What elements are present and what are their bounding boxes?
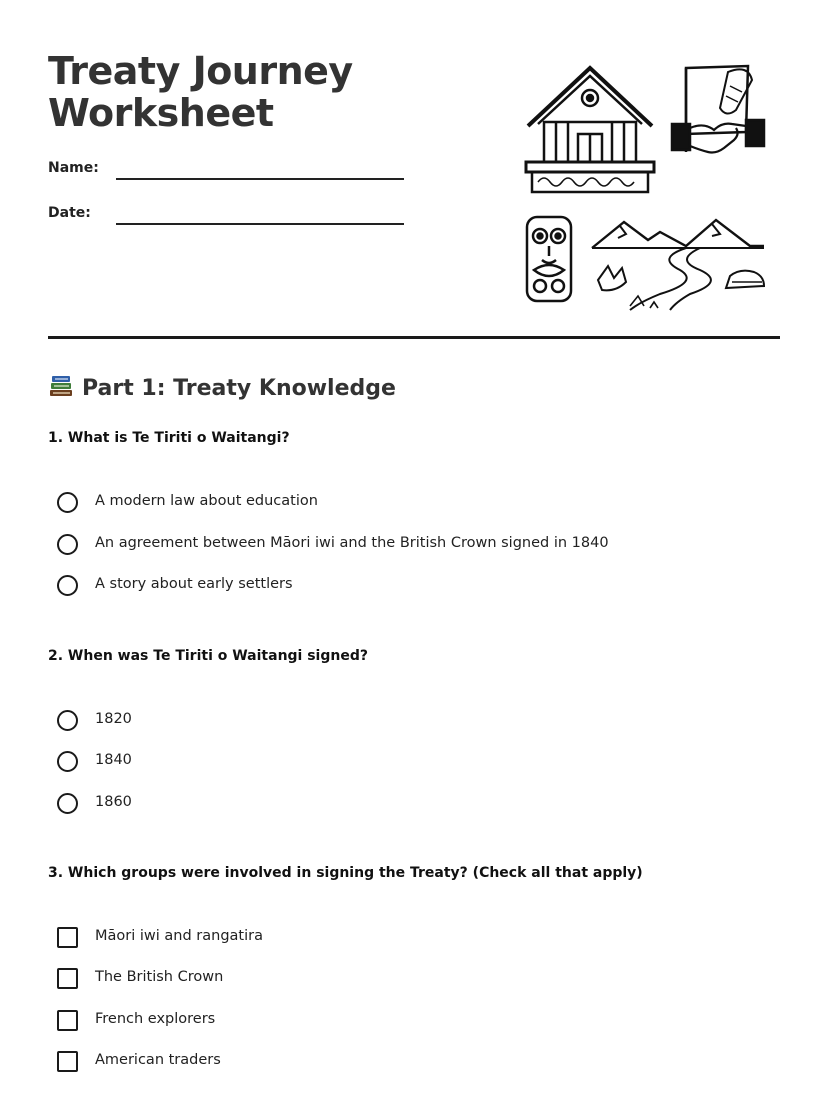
landscape-icon [590, 216, 766, 312]
q3-option-1-checkbox[interactable] [57, 927, 78, 948]
date-label: Date: [48, 205, 91, 221]
q2-option-3-radio[interactable] [57, 793, 78, 814]
q2-option-1-radio[interactable] [57, 710, 78, 731]
question-2: 2. When was Te Tiriti o Waitangi signed? [48, 648, 368, 664]
q3-option-2-label: The British Crown [95, 969, 224, 985]
q2-option-2-label: 1840 [95, 752, 132, 768]
handshake-flag-icon [670, 62, 766, 160]
q1-option-3-radio[interactable] [57, 575, 78, 596]
page-title: Treaty Journey Worksheet [48, 49, 353, 135]
q2-option-1-label: 1820 [95, 711, 132, 727]
q3-option-3-checkbox[interactable] [57, 1010, 78, 1031]
q1-option-1-label: A modern law about education [95, 493, 318, 509]
carved-pou-icon [524, 214, 574, 304]
q1-option-3-label: A story about early settlers [95, 576, 293, 592]
q3-option-2-checkbox[interactable] [57, 968, 78, 989]
q3-option-4-label: American traders [95, 1052, 221, 1068]
wharenui-icon [524, 64, 656, 194]
q1-option-1-radio[interactable] [57, 492, 78, 513]
q3-option-4-checkbox[interactable] [57, 1051, 78, 1072]
q3-option-3-label: French explorers [95, 1011, 216, 1027]
question-1: 1. What is Te Tiriti o Waitangi? [48, 430, 290, 446]
q2-option-3-label: 1860 [95, 794, 132, 810]
name-label: Name: [48, 160, 99, 176]
question-3: 3. Which groups were involved in signing the Treaty? (Check all that apply) [48, 865, 643, 881]
books-icon [48, 374, 74, 398]
date-input[interactable] [116, 223, 404, 225]
q3-option-1-label: Māori iwi and rangatira [95, 928, 263, 944]
q1-option-2-label: An agreement between Māori iwi and the British Crown signed in 1840 [95, 535, 609, 551]
q2-option-2-radio[interactable] [57, 751, 78, 772]
name-input[interactable] [116, 178, 404, 180]
q1-option-2-radio[interactable] [57, 534, 78, 555]
section-heading-part1 [48, 374, 396, 401]
illustrations [520, 60, 780, 316]
header-divider [48, 336, 780, 339]
section-heading-text: Part 1: Treaty Knowledge [82, 376, 396, 401]
